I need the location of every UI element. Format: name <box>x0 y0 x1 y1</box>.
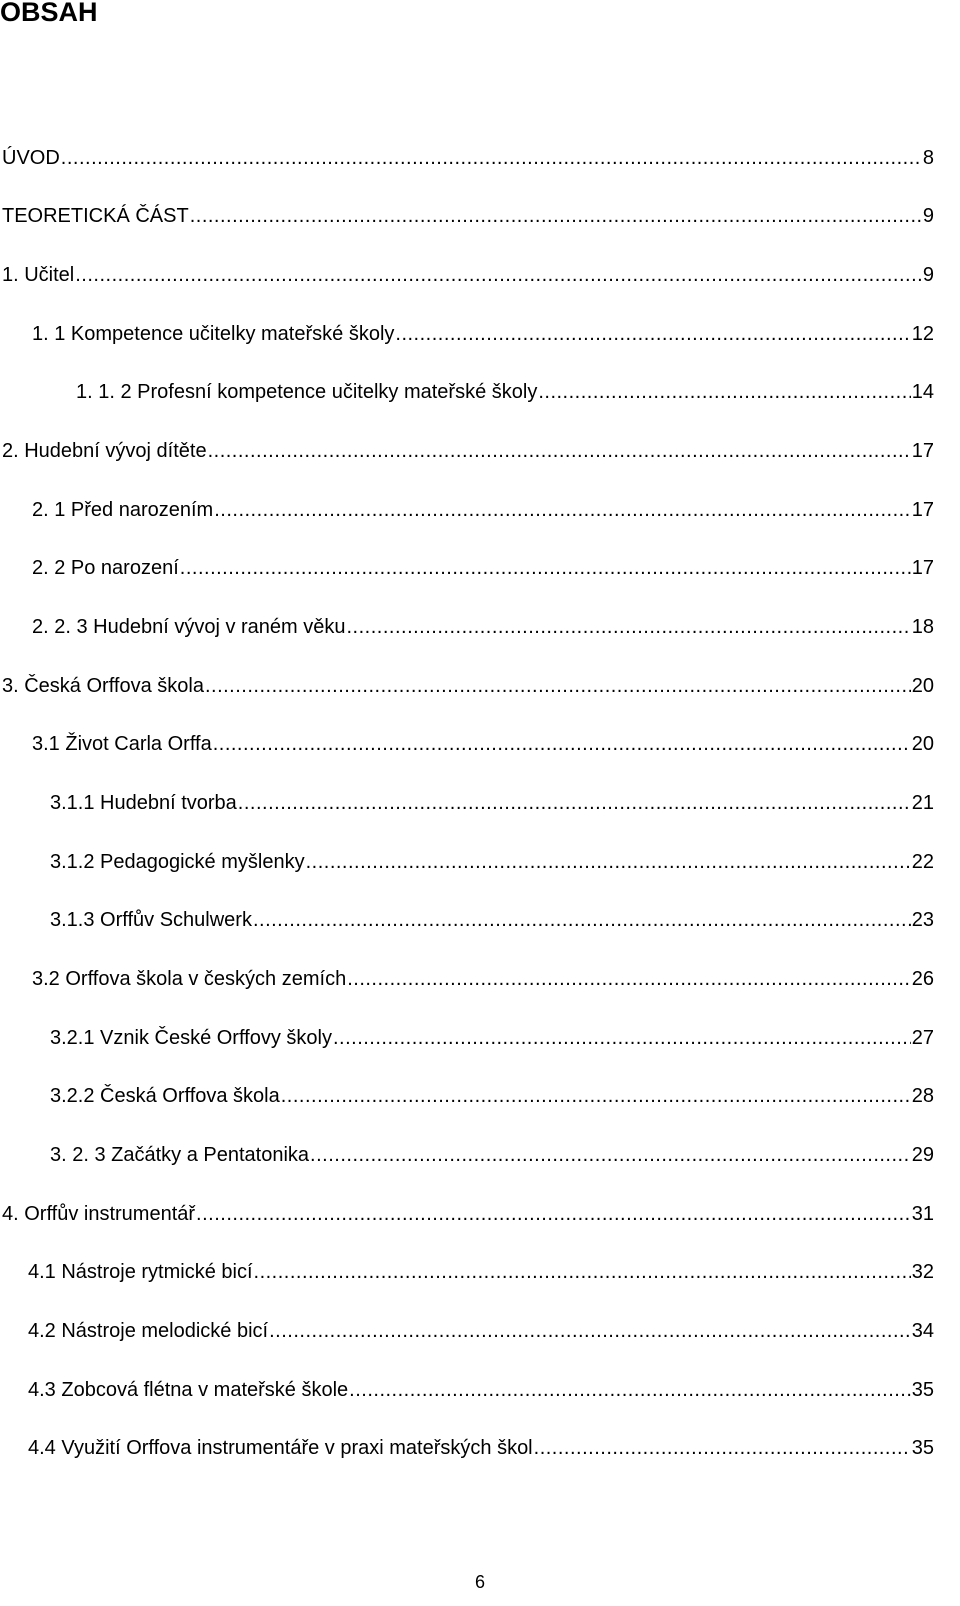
toc-entry-orffuv-schulwerk[interactable] <box>50 904 934 936</box>
toc-entry-label: 3.1 Život Carla Orffa <box>32 733 212 755</box>
toc-entry-label: 3.1.1 Hudební tvorba <box>50 792 237 814</box>
toc-entry-nastroje-rytmicke-bici[interactable] <box>28 1256 934 1288</box>
toc-entry-page: 29 <box>911 1144 934 1166</box>
toc-entry-label: 2. 2. 3 Hudební vývoj v raném věku <box>32 616 346 638</box>
toc-entry-pedagogicke-myslenky[interactable] <box>50 846 934 878</box>
toc-entry-page: 8 <box>922 147 934 169</box>
toc-entry-nastroje-melodicke-bici[interactable] <box>28 1315 934 1347</box>
toc-entry-uvod[interactable] <box>2 142 934 174</box>
toc-entry-kompetence[interactable] <box>32 318 934 350</box>
dot-leader <box>395 318 910 350</box>
dot-leader <box>254 1256 911 1288</box>
toc-entry-label: 2. Hudební vývoj dítěte <box>2 440 207 462</box>
dot-leader <box>190 200 922 232</box>
toc-entry-ceska-orffova-skola-sub[interactable] <box>50 1080 934 1112</box>
toc-entry-vyuziti-orffova-instrumentare[interactable] <box>28 1432 934 1464</box>
toc-entry-vznik-ceske-orffovy-skoly[interactable] <box>50 1022 934 1054</box>
dot-leader <box>269 1315 911 1347</box>
toc-entry-page: 14 <box>911 381 934 403</box>
toc-entry-page: 17 <box>911 557 934 579</box>
toc-entry-po-narozeni[interactable] <box>32 552 934 584</box>
page-title: OBSAH <box>0 0 98 27</box>
toc-entry-label: 3. Česká Orffova škola <box>2 675 204 697</box>
toc-entry-page: 23 <box>911 909 934 931</box>
dot-leader <box>310 1139 911 1171</box>
toc-entry-label: 3. 2. 3 Začátky a Pentatonika <box>50 1144 310 1166</box>
toc-entry-page: 21 <box>911 792 934 814</box>
toc-entry-hudebni-vyvoj-ranem-veku[interactable] <box>32 611 934 643</box>
toc-entry-teoreticka-cast[interactable] <box>2 200 934 232</box>
toc-entry-page: 20 <box>911 733 934 755</box>
dot-leader <box>61 142 922 174</box>
toc-entry-orffova-skola-ceskych-zemich[interactable] <box>32 963 934 995</box>
dot-leader <box>180 552 911 584</box>
toc-entry-label: TEORETICKÁ ČÁST <box>2 205 189 227</box>
toc-entry-label: 3.1.3 Orffův Schulwerk <box>50 909 252 931</box>
toc-entry-label: 1. Učitel <box>2 264 75 286</box>
dot-leader <box>205 670 911 702</box>
toc-entry-label: 3.2.2 Česká Orffova škola <box>50 1085 280 1107</box>
toc-entry-label: 1. 1. 2 Profesní kompetence učitelky mateřské školy <box>76 381 538 403</box>
toc-entry-zivot-carla-orffa[interactable] <box>32 728 934 760</box>
toc-entry-label: 3.2.1 Vznik České Orffovy školy <box>50 1027 332 1049</box>
dot-leader <box>306 846 911 878</box>
dot-leader <box>196 1198 911 1230</box>
dot-leader <box>349 1374 911 1406</box>
dot-leader <box>253 904 911 936</box>
dot-leader <box>333 1022 911 1054</box>
toc-entry-zacatky-pentatonika[interactable] <box>50 1139 934 1171</box>
toc-entry-label: 2. 1 Před narozením <box>32 499 214 521</box>
toc-entry-page: 27 <box>911 1027 934 1049</box>
dot-leader <box>347 963 911 995</box>
toc-entry-hudebni-vyvoj-ditete[interactable] <box>2 435 934 467</box>
toc-entry-page: 17 <box>911 499 934 521</box>
toc-entry-page: 34 <box>911 1320 934 1342</box>
toc-entry-label: 1. 1 Kompetence učitelky mateřské školy <box>32 323 395 345</box>
toc-entry-label: 3.2 Orffova škola v českých zemích <box>32 968 347 990</box>
toc-entry-page: 17 <box>911 440 934 462</box>
dot-leader <box>213 728 911 760</box>
toc-entry-label: 2. 2 Po narození <box>32 557 179 579</box>
toc-entry-orffuv-instrumentar[interactable] <box>2 1198 934 1230</box>
page-number: 6 <box>474 1572 485 1592</box>
dot-leader <box>347 611 911 643</box>
dot-leader <box>214 494 911 526</box>
toc-entry-label: 4.2 Nástroje melodické bicí <box>28 1320 269 1342</box>
toc-entry-label: 4.4 Využití Orffova instrumentáře v praxi mateřských škol <box>28 1437 533 1459</box>
dot-leader <box>538 376 910 408</box>
toc-entry-page: 20 <box>911 675 934 697</box>
toc-entry-page: 9 <box>922 205 934 227</box>
dot-leader <box>534 1432 911 1464</box>
dot-leader <box>238 787 911 819</box>
toc-entry-label: 4. Orffův instrumentář <box>2 1203 196 1225</box>
toc-entry-page: 26 <box>911 968 934 990</box>
toc-entry-label: ÚVOD <box>2 147 60 169</box>
toc-entry-page: 35 <box>911 1379 934 1401</box>
dot-leader <box>75 259 922 291</box>
dot-leader <box>281 1080 911 1112</box>
toc-entry-hudebni-tvorba[interactable] <box>50 787 934 819</box>
toc-entry-ceska-orffova-skola[interactable] <box>2 670 934 702</box>
dot-leader <box>208 435 911 467</box>
toc-entry-page: 22 <box>911 851 934 873</box>
toc-entry-page: 9 <box>922 264 934 286</box>
toc-entry-ucitel[interactable] <box>2 259 934 291</box>
toc-entry-page: 28 <box>911 1085 934 1107</box>
toc-entry-label: 3.1.2 Pedagogické myšlenky <box>50 851 305 873</box>
toc-entry-page: 35 <box>911 1437 934 1459</box>
toc-entry-pred-narozenim[interactable] <box>32 494 934 526</box>
toc-entry-label: 4.3 Zobcová flétna v mateřské škole <box>28 1379 349 1401</box>
toc-entry-page: 31 <box>911 1203 934 1225</box>
toc-entry-profesni-kompetence[interactable] <box>76 376 934 408</box>
toc-entry-label: 4.1 Nástroje rytmické bicí <box>28 1261 253 1283</box>
toc-entry-page: 18 <box>911 616 934 638</box>
toc-entry-page: 12 <box>911 323 934 345</box>
toc-entry-page: 32 <box>911 1261 934 1283</box>
toc-entry-zobcova-fletna[interactable] <box>28 1374 934 1406</box>
